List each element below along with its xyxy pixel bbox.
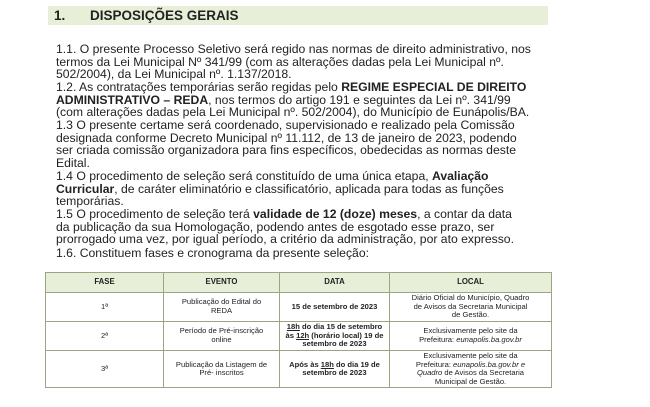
- table-row: [46, 293, 552, 322]
- text-span: 1.5 O procedimento de seleção terá: [56, 207, 254, 221]
- section-heading: [48, 6, 548, 25]
- text-line: designada conforme Decreto Municipal nº 11.112, de 13 de janeiro de 2023, podendo: [56, 130, 517, 145]
- text-span: do dia 19 de: [333, 359, 380, 369]
- text-span: , nos termos do artigo 191 e seguintes da Lei nº. 341/99: [208, 92, 511, 107]
- text-line: 1.3 O presente certame será coordenado, supervisionado e realizado pela Comissão: [56, 118, 515, 132]
- text-span: Após às: [289, 359, 321, 369]
- cell-line: Período de Pré-inscrição: [179, 326, 264, 336]
- cell-fase: 1ª: [46, 293, 164, 322]
- text-span: Prefeitura:: [415, 359, 454, 369]
- bold-span: validade de 12 (doze) meses: [253, 207, 418, 221]
- paragraph-1-6: [56, 247, 550, 260]
- cell-data: 15 de setembro de 2023: [280, 293, 390, 322]
- cell-fase: 2ª: [46, 322, 164, 351]
- cell-line: online: [211, 335, 232, 344]
- text-span: setembro de 2023: [302, 339, 367, 349]
- schedule-table: [45, 272, 552, 388]
- section-number: 1.: [54, 8, 66, 23]
- cell-fase: 3ª: [46, 351, 164, 388]
- cell-data: [280, 322, 390, 351]
- cell-line: Municipal de Gestão.: [434, 376, 507, 386]
- table-header-row: [46, 273, 552, 293]
- cell-line: Exclusivamente pelo site da: [423, 351, 518, 360]
- cell-evento: [164, 322, 280, 351]
- website-text: eunapolis.ba.gov.br: [456, 335, 522, 344]
- cell-local: [390, 322, 552, 351]
- section-title: DISPOSIÇÕES GERAIS: [90, 8, 239, 23]
- paragraph-1-2: [56, 81, 550, 119]
- text-span: , de caráter eliminatório e classificatório, aplicada para todas as funções: [114, 181, 504, 196]
- bold-span: Avaliação: [432, 169, 489, 183]
- cell-line: Publicação do Edital do: [181, 297, 262, 307]
- cell-line: de Gestão.: [451, 310, 490, 320]
- cell-line: Publicação da Listagem de: [175, 359, 268, 369]
- text-line: 502/2004), da Lei Municipal nº. 1.137/2018.: [56, 67, 292, 82]
- text-line: da publicação da sua Homologação, podendo antes de esgotado esse prazo, ser: [56, 219, 495, 234]
- paragraph-1-1: [56, 43, 550, 81]
- column-header-fase: FASE: [46, 273, 164, 293]
- text-line: [56, 183, 550, 196]
- text-span: e: [518, 359, 526, 369]
- text-span: 1.2. As contratações temporárias serão regidas pelo: [56, 80, 342, 94]
- paragraph-1-5: [56, 208, 550, 246]
- cell-evento: [164, 351, 280, 388]
- text-span: Quadro: [416, 368, 443, 378]
- text-span: 12h: [296, 330, 310, 340]
- text-span: 18h: [320, 359, 334, 369]
- text-line: ser criada comissão organizadora para fins específicos, obedecidas as normas deste: [56, 143, 516, 158]
- text-line: [56, 208, 550, 221]
- text-span: setembro de 2023: [302, 368, 367, 378]
- cell-local: [390, 351, 552, 388]
- text-line: (com alterações dadas pela Lei Municipal nº. 502/2004), do Município de Eunápolis/BA.: [56, 105, 530, 120]
- cell-local: [390, 293, 552, 322]
- text-span: de Avisos da Secretaria: [442, 368, 525, 378]
- website-text: eunapolis.ba.gov.br: [453, 359, 519, 369]
- cell-line: de Avisos da Secretaria Municipal: [413, 301, 528, 311]
- cell-line: Diário Oficial do Município, Quadro: [411, 293, 530, 303]
- cell-data: [280, 351, 390, 388]
- text-span: 18h: [286, 322, 300, 332]
- text-span: do dia 15 de setembro: [299, 322, 383, 332]
- text-line: temporárias.: [56, 194, 124, 209]
- text-span: , a contar da data: [417, 207, 512, 221]
- column-header-local: LOCAL: [390, 273, 552, 293]
- cell-evento: [164, 293, 280, 322]
- column-header-data: DATA: [280, 273, 390, 293]
- cell-line: REDA: [210, 306, 233, 315]
- bold-span: Curricular: [56, 181, 115, 196]
- text-span: (horário local) 19 de: [309, 330, 384, 340]
- text-span: Prefeitura:: [419, 335, 457, 344]
- text-span: 1.4 O procedimento de seleção será constituído de uma única etapa,: [56, 169, 433, 183]
- text-line: 1.1. O presente Processo Seletivo será regido nas normas de direito administrativo, nos: [56, 42, 531, 56]
- text-span: às: [285, 330, 297, 340]
- bold-span: ADMINISTRATIVO – REDA: [56, 92, 209, 107]
- table-row: [46, 351, 552, 388]
- paragraph-1-3: [56, 119, 550, 169]
- text-line: termos da Lei Municipal Nº 341/99 (com as alterações dadas pela Lei Municipal nº.: [56, 54, 504, 69]
- table-row: [46, 322, 552, 351]
- text-line: Edital.: [56, 155, 90, 170]
- bold-span: REGIME ESPECIAL DE DIREITO: [341, 80, 527, 94]
- paragraph-1-4: [56, 170, 550, 208]
- text-line: prorrogado uma vez, por igual período, a critério da administração, por ato expresso.: [56, 232, 514, 247]
- cell-line: Pré- inscritos: [199, 368, 244, 378]
- cell-line: Exclusivamente pelo site da: [423, 326, 518, 336]
- column-header-evento: EVENTO: [164, 273, 280, 293]
- text-line: 1.6. Constituem fases e cronograma da presente seleção:: [56, 246, 369, 260]
